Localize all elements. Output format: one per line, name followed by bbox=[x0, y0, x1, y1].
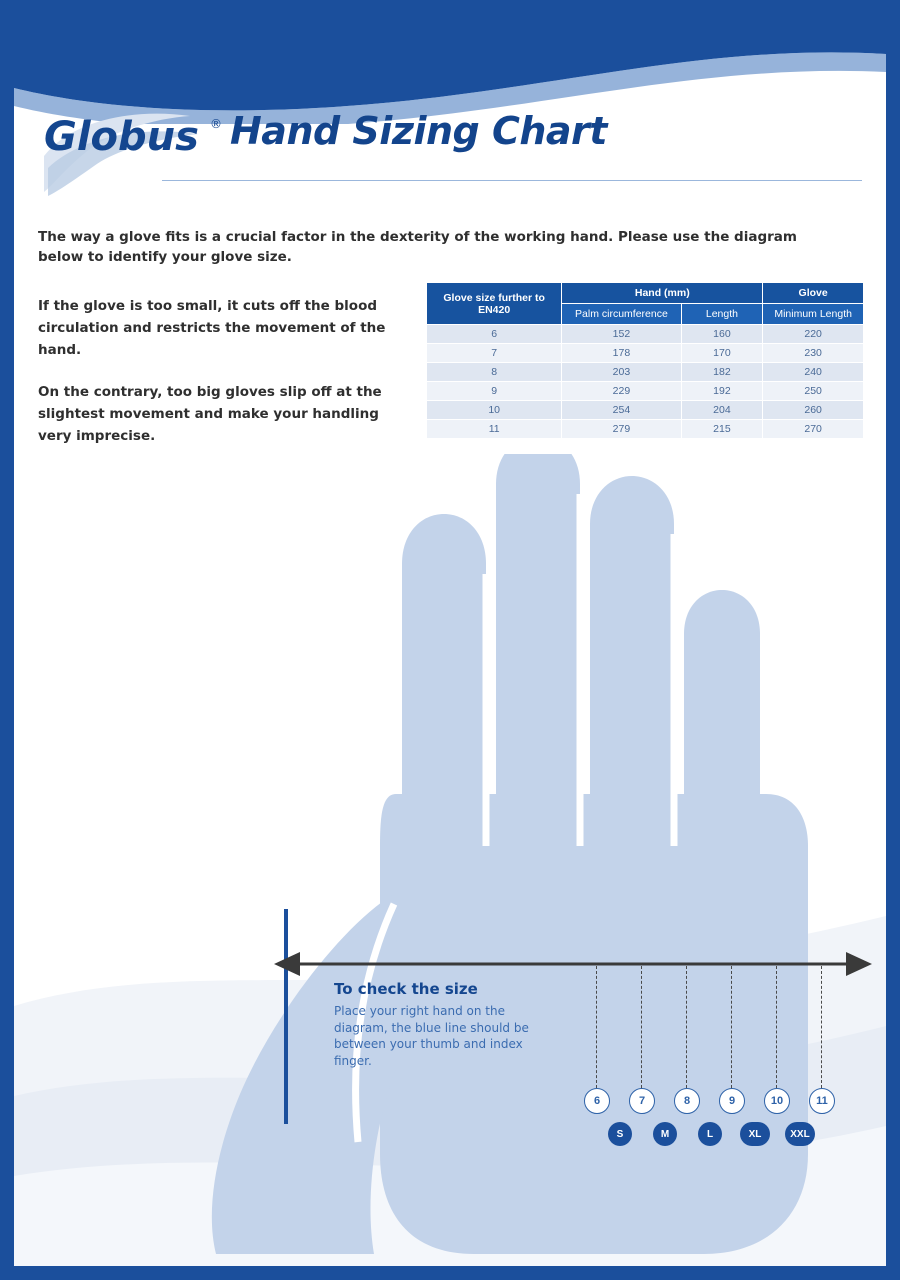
cell-length: 215 bbox=[681, 420, 763, 439]
cell-min-length: 270 bbox=[763, 420, 864, 439]
cell-min-length: 240 bbox=[763, 363, 864, 382]
subheader-palm-circumference: Palm circumference bbox=[562, 304, 681, 325]
cell-length: 160 bbox=[681, 325, 763, 344]
size-marker-8: 8 bbox=[674, 1088, 700, 1114]
cell-palm: 178 bbox=[562, 344, 681, 363]
size-marker-10: 10 bbox=[764, 1088, 790, 1114]
header-hand-group: Hand (mm) bbox=[562, 283, 763, 304]
cell-size: 9 bbox=[427, 382, 562, 401]
cell-min-length: 220 bbox=[763, 325, 864, 344]
check-size-title: To check the size bbox=[334, 980, 478, 998]
subheader-length: Length bbox=[681, 304, 763, 325]
size-marker-6: 6 bbox=[584, 1088, 610, 1114]
cell-palm: 254 bbox=[562, 401, 681, 420]
size-badge-xl: XL bbox=[740, 1122, 770, 1146]
size-marker-9: 9 bbox=[719, 1088, 745, 1114]
cell-min-length: 230 bbox=[763, 344, 864, 363]
cell-size: 8 bbox=[427, 363, 562, 382]
cell-length: 204 bbox=[681, 401, 763, 420]
check-size-body: Place your right hand on the diagram, the blue line should be between your thumb and index finger. bbox=[334, 1004, 529, 1068]
intro-paragraph: The way a glove fits is a crucial factor in the dexterity of the working hand. Please use the diagram below to identify your glove size. bbox=[38, 229, 797, 266]
size-badge-s: S bbox=[608, 1122, 632, 1146]
cell-length: 182 bbox=[681, 363, 763, 382]
header-glove-size: Glove size further to EN420 bbox=[427, 283, 562, 325]
cell-length: 192 bbox=[681, 382, 763, 401]
size-marker-7: 7 bbox=[629, 1088, 655, 1114]
cell-size: 7 bbox=[427, 344, 562, 363]
subheader-minimum-length: Minimum Length bbox=[763, 304, 864, 325]
cell-length: 170 bbox=[681, 344, 763, 363]
size-badge-l: L bbox=[698, 1122, 722, 1146]
size-marker-11: 11 bbox=[809, 1088, 835, 1114]
size-badge-m: M bbox=[653, 1122, 677, 1146]
cell-palm: 279 bbox=[562, 420, 681, 439]
page-title: Hand Sizing Chart bbox=[230, 109, 607, 153]
cell-min-length: 250 bbox=[763, 382, 864, 401]
size-badge-xxl: XXL bbox=[785, 1122, 815, 1146]
cell-min-length: 260 bbox=[763, 401, 864, 420]
cell-palm: 152 bbox=[562, 325, 681, 344]
paragraph-too-small: If the glove is too small, it cuts off the blood circulation and restricts the movement of the hand. bbox=[38, 298, 386, 358]
cell-palm: 229 bbox=[562, 382, 681, 401]
cell-palm: 203 bbox=[562, 363, 681, 382]
cell-size: 10 bbox=[427, 401, 562, 420]
svg-text:Globus: Globus bbox=[44, 114, 199, 160]
header-glove-group: Glove bbox=[763, 283, 864, 304]
cell-size: 6 bbox=[427, 325, 562, 344]
paragraph-too-big: On the contrary, too big gloves slip off at the slightest movement and make your handling very imprecise. bbox=[38, 384, 382, 444]
cell-size: 11 bbox=[427, 420, 562, 439]
svg-text:®: ® bbox=[210, 117, 222, 131]
